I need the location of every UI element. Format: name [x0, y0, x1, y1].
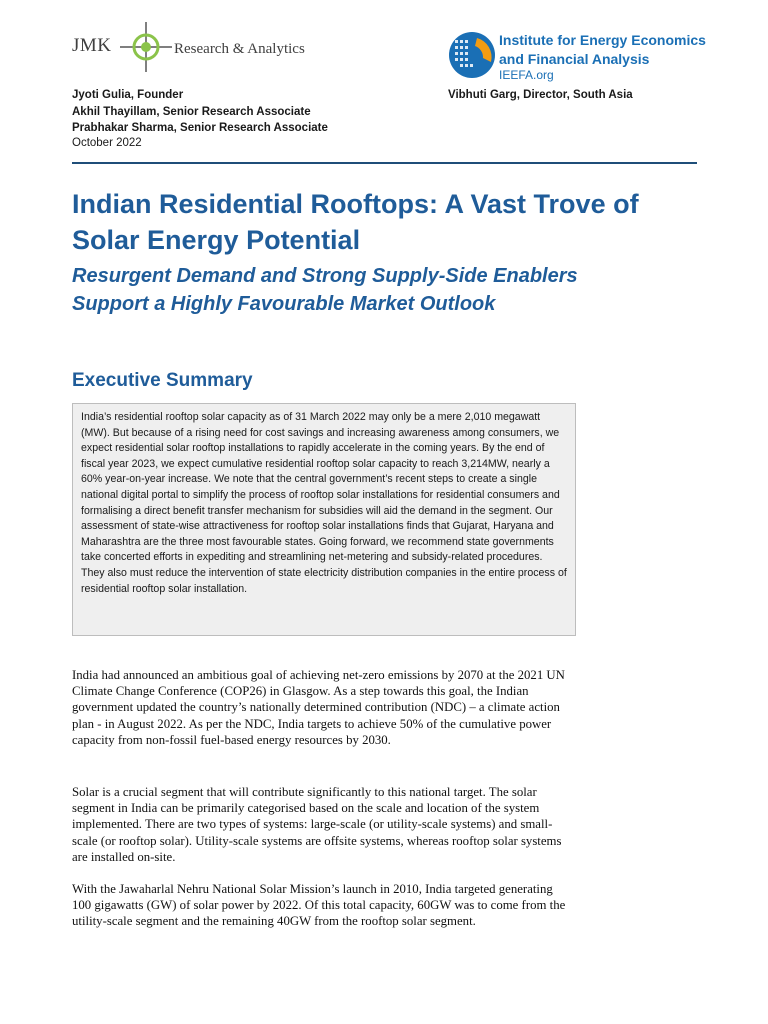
executive-summary-box: India’s residential rooftop solar capacity as of 31 March 2022 may only be a mere 2,010 megawatt (MW). But because of a rising need for cost savings and increasing awareness among consumers, we expect residential solar rooftop installations to rapidly accelerate in the coming years. By the end of fiscal year 2023, we expect cumulative residential rooftop solar capacity to reach 3,214MW, nearly a 60% year-on-year increase. We note that the central government’s recent steps to create a single national digital portal to simplify the process of rooftop solar installations for residential consumers and formalising a direct benefit transfer mechanism for subsidies will aid the demand in the segment. Our assessment of state-wise attractiveness for rooftop solar installations finds that Gujarat, Haryana and Maharashtra are the three most favourable states. Going forward, we recommend state governments take concerted efforts in expediting and streamlining net-metering and subsidy-related procedures. They also must reduce the intervention of state electricity distribution companies in the entire process of residential rooftop solar installation.: [72, 403, 576, 636]
ieefa-name-line1: Institute for Energy Economics: [499, 32, 706, 48]
jmk-logo-subtitle: Research & Analytics: [174, 41, 305, 57]
body-paragraph: Solar is a crucial segment that will contribute significantly to this national target. The solar segment in India can be primarily categorised based on the scale and location of the system implemented. There are two types of systems: large-scale (or utility-scale systems) and small-scale (or rooftop solar). Utility-scale systems are offsite systems, whereas rooftop solar systems are installed on-site.: [72, 785, 562, 864]
body-paragraph: With the Jawaharlal Nehru National Solar Mission’s launch in 2010, India targeted generating 100 gigawatts (GW) of solar power by 2022. Of this total capacity, 60GW was to come from the utility-scale segment and the remaining 40GW from the rooftop solar segment.: [72, 882, 566, 929]
author-line: Prabhakar Sharma, Senior Research Associate: [72, 122, 328, 134]
author-ieefa: Vibhuti Garg, Director, South Asia: [448, 89, 633, 101]
body-paragraph: India had announced an ambitious goal of achieving net-zero emissions by 2070 at the 2021 UN Climate Change Conference (COP26) in Glasgow. As a step towards this goal, the Indian government updated the country’s nationally determined contribution (NDC) – a climate action plan - in August 2022. As per the NDC, India targets to achieve 50% of the cumulative power capacity from non-fossil fuel-based energy resources by 2030.: [72, 668, 565, 747]
crosshair-icon: [120, 22, 172, 72]
executive-summary-heading: Executive Summary: [72, 370, 253, 391]
author-list: [72, 87, 328, 137]
author-line: Akhil Thayillam, Senior Research Associate: [72, 105, 311, 118]
page-subtitle: Resurgent Demand and Strong Supply-Side Enablers Support a Highly Favourable Market Outlook: [72, 265, 578, 315]
publication-date: October 2022: [72, 137, 142, 149]
page-title: Indian Residential Rooftops: A Vast Trove of Solar Energy Potential: [72, 189, 639, 255]
ieefa-name-line2: and Financial Analysis: [499, 51, 650, 67]
author-line: Jyoti Gulia, Founder: [72, 89, 184, 101]
ieefa-url: IEEFA.org: [499, 68, 554, 82]
jmk-logo-text: JMK: [72, 35, 112, 56]
header-divider: [72, 162, 697, 164]
globe-icon: [447, 30, 497, 80]
